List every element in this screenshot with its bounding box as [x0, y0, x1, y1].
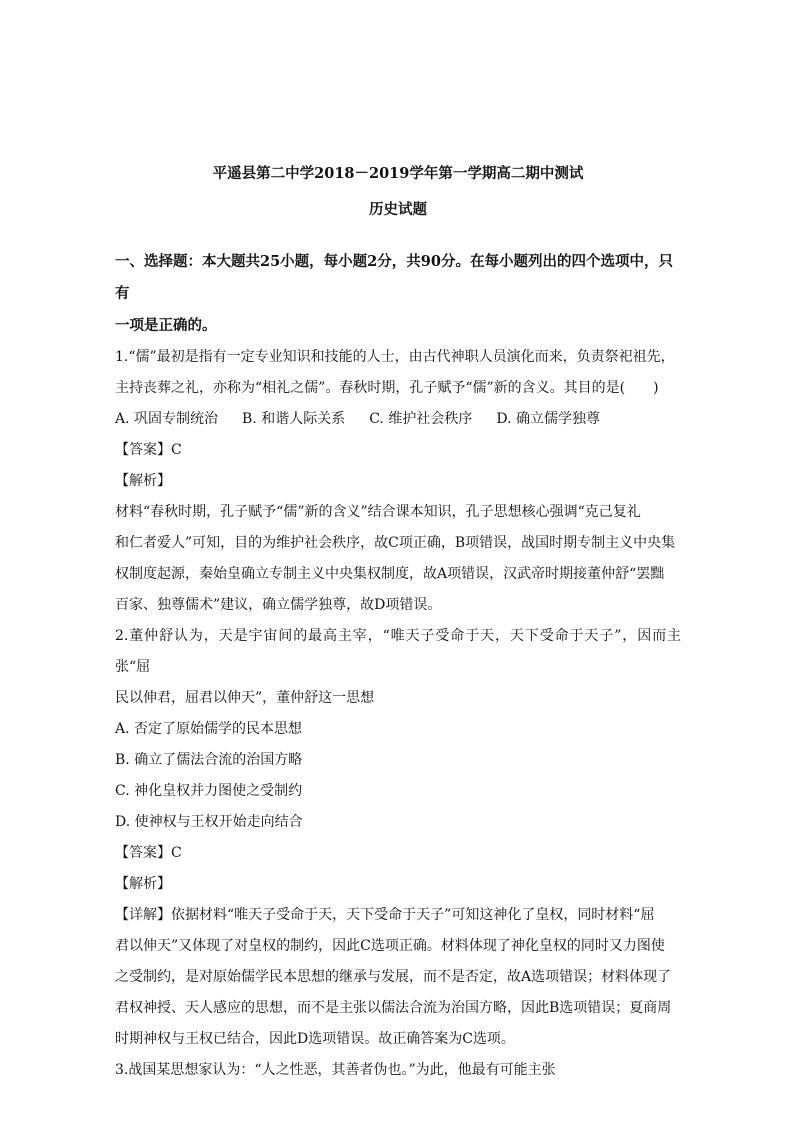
q1-option-c: C. 维护社会秩序 — [369, 411, 473, 427]
q2-option-b: B. 确立了儒法合流的治国方略 — [115, 752, 303, 768]
q2-analysis-line3: 之受制约，是对原始儒学民本思想的继承与发展，而不是否定，故A选项错误；材料体现了 — [115, 969, 672, 985]
q1-stem-line1: 1.“儒”最初是指有一定专业知识和技能的人士，由古代神职人员演化而来，负责祭祀祖先， — [115, 349, 675, 365]
q1-options — [115, 404, 681, 435]
q1-analysis-line4: 百家、独尊儒术”建议，确立儒学独尊，故D项错误。 — [115, 597, 442, 613]
question-2 — [115, 621, 681, 1055]
q3-stem-line1: 3.战国某思想家认为：“人之性恶，其善者伪也。”为此，他最有可能主张 — [115, 1062, 556, 1078]
q1-analysis-label: 【解析】 — [115, 473, 171, 489]
q2-option-d: D. 使神权与王权开始走向结合 — [115, 814, 303, 830]
section-heading — [115, 246, 681, 342]
q2-answer: 【答案】C — [115, 845, 182, 861]
q1-analysis-line2: 和仁者爱人”可知，目的为维护社会秩序，故C项正确，B项错误，战国时期专制主义中央集 — [115, 535, 676, 551]
q1-option-d: D. 确立儒学独尊 — [496, 411, 600, 427]
document-title: 平遥县第二中学2018－2019学年第一学期高二期中测试 — [212, 165, 584, 182]
section-heading-line1: 一、选择题：本大题共25小题，每小题2分，共90分。在每小题列出的四个选项中，只有 — [115, 253, 673, 302]
q2-stem-line2: 民以伸君，屈君以伸天”，董仲舒这一思想 — [115, 690, 375, 706]
q2-stem-line1: 2.董仲舒认为，天是宇宙间的最高主宰，“唯天子受命于天，天下受命于天子”，因而主张“屈 — [115, 628, 681, 675]
q2-analysis-line5: 时期神权与王权已结合，因此D选项错误。故正确答案为C选项。 — [115, 1031, 515, 1047]
q2-analysis-line1: 【详解】依据材料“唯天子受命于天，天下受命于天子”可知这神化了皇权，同时材料“屈 — [115, 907, 655, 923]
q2-option-a: A. 否定了原始儒学的民本思想 — [115, 721, 303, 737]
q1-stem-line2: 主持丧葬之礼，亦称为“相礼之儒”。春秋时期，孔子赋予“儒”新的含义。其目的是( ) — [115, 380, 659, 396]
q1-analysis-line3: 权制度起源，秦始皇确立专制主义中央集权制度，故A项错误，汉武帝时期接董仲舒“罢黜 — [115, 566, 665, 582]
question-3 — [115, 1055, 681, 1086]
q2-analysis-label: 【解析】 — [115, 876, 171, 892]
q2-analysis-line4: 君权神授、天人感应的思想，而不是主张以儒法合流为治国方略，因此B选项错误；夏商周 — [115, 1000, 672, 1016]
q1-answer: 【答案】C — [115, 442, 182, 458]
document-page — [115, 160, 681, 1086]
section-heading-line2: 一项是正确的。 — [115, 317, 217, 334]
q2-option-c: C. 神化皇权并力图使之受制约 — [115, 783, 303, 799]
q2-analysis-line2: 君以伸天”又体现了对皇权的制约，因此C选项正确。材料体现了神化皇权的同时又力图使 — [115, 938, 665, 954]
q1-analysis-line1: 材料“春秋时期，孔子赋予“儒”新的含义”结合课本知识，孔子思想核心强调“克己复礼 — [115, 504, 641, 520]
q1-option-b: B. 和谐人际关系 — [242, 411, 346, 427]
document-subtitle: 历史试题 — [369, 201, 427, 218]
question-1 — [115, 342, 681, 621]
q1-option-a: A. 巩固专制统治 — [115, 411, 219, 427]
